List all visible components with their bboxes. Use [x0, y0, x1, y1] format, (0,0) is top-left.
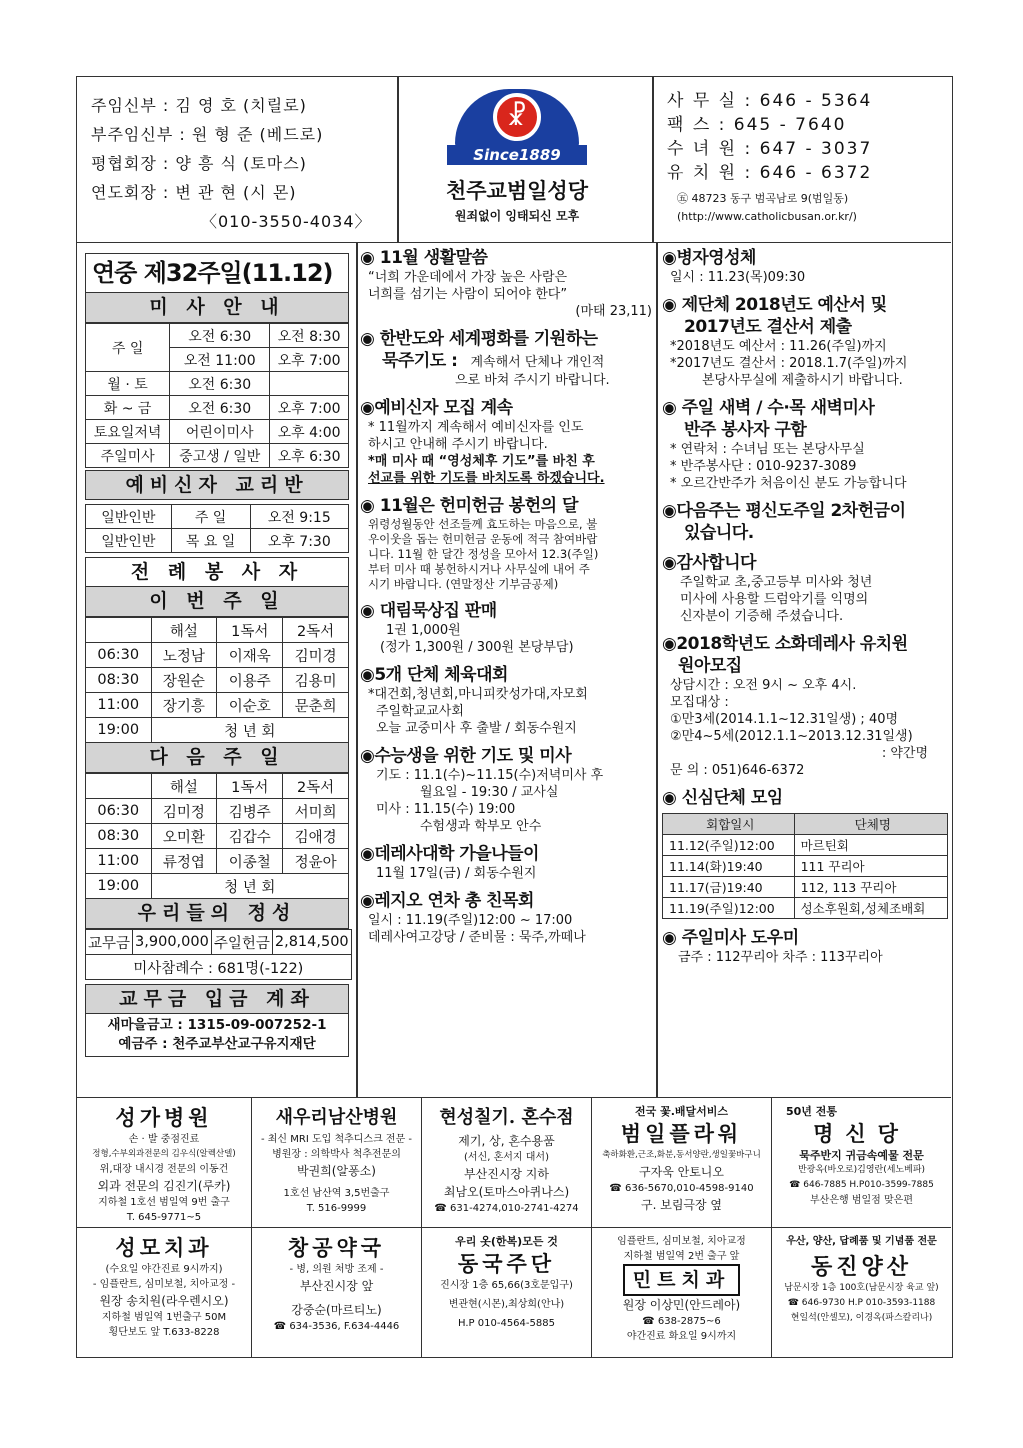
divider: [652, 77, 654, 243]
ad-saeuri-hospital: 새우리남산병원 - 최신 MRI 도입 척추디스크 전문 - 병원장 : 의학박사 척추전문의 박권희(알퐁소) 1호선 남산역 3,5번출구 T. 516-9999: [252, 1098, 422, 1228]
next-week-title: 다 음 주 일: [85, 743, 349, 773]
contact-row: 팩 스 : 645 - 7640: [667, 115, 847, 135]
ad-row: [77, 1228, 951, 1358]
church-logo-block: [417, 89, 617, 224]
mass-schedule-table: [85, 323, 349, 468]
contact-phone: 〈010-3550-4034〉: [201, 212, 372, 231]
church-logo: [447, 89, 587, 167]
table-row: 일반인반 목 요 일 오후 7:30: [86, 529, 349, 553]
table-row: 주 일 오전 6:30 오전 8:30: [86, 324, 349, 348]
ad-hyunsung-lacquer: 현성칠기. 혼수점 제기, 상, 혼수용품 (서신, 혼서지 대서) 부산진시장 지하 최남오(토마스아퀴나스) ☎ 631-4274,010-2741-4274: [422, 1098, 592, 1228]
notice-rice-offering: ◉ 11월은 헌미헌금 봉헌의 달 위령성월동안 선조들께 효도하는 마음으로, 불 우이웃을 돕는 헌미헌금 운동에 적극 참여바랍 니다. 11월 한 달간 정성을 모아서 12.3(주일) 부터 미사 때 봉헌하시거나 사무실에 내어 주 시기 바랍니다. (연말정산 기부금공제): [360, 496, 599, 591]
notice-exam-prayer: ◉수능생을 위한 기도 및 미사 기도 : 11.1(수)~11.15(수)저녁미사 후 월요일 - 19:30 / 교사실 미사 : 11.15(수) 19:00 수험생과 학부모 안수: [360, 746, 604, 834]
header: [77, 77, 951, 243]
notice-sports-day: ◉5개 단체 체육대회 *대건회,청년회,마니피캇성가대,자모회 주일학교교사회 오늘 교중미사 후 출발 / 회동수원지: [360, 665, 588, 736]
divider: [656, 243, 658, 1097]
table-row: 해설 1독서 2독서: [86, 774, 349, 799]
bulletin-frame: [76, 76, 953, 1358]
table-row: 월 · 토 오전 6:30: [86, 372, 349, 396]
left-column: [85, 253, 349, 1057]
ad-row: [77, 1098, 951, 1228]
chi-rho-icon: ☧: [493, 93, 541, 141]
divider: [356, 243, 358, 1097]
clergy-row: 평협회장 : 양 흥 식 (토마스): [91, 154, 307, 173]
notice-organist-wanted: ◉ 주일 새벽 / 수·목 새벽미사 반주 봉사자 구함 * 연락처 : 수녀님 또는 본당사무실 * 반주봉사단 : 010-9237-3089 * 오르간반주가 처음이신 분도 가능합니다: [662, 398, 907, 491]
table-row: 11:00 장기흥 이순호 문춘희: [86, 693, 349, 718]
table-row: 화 ~ 금 오전 6:30 오후 7:00: [86, 396, 349, 420]
this-week-title: 이 번 주 일: [85, 587, 349, 617]
table-row: 11.12(주일)12:00 마르틴회: [663, 835, 948, 856]
ad-dongjin-umbrella: 우산, 양산, 답례품 및 기념품 전문 동진양산 남문시장 1층 100호(남문시장 육교 앞) ☎ 646-9730 H.P 010-3593-1188 현일석(안셀모), 이경옥(파스칼리나): [784, 1236, 939, 1323]
address: ㊄ 48723 동구 범곡남로 9(범일동): [677, 192, 849, 205]
ad-myungsin-jewelry: 50년 전통 명신당 묵주반지 귀금속예물 전문 반광옥(바오로)김영란(세노베파) ☎ 646-7885 H.P010-3599-7885 부산은행 범일점 맞은편: [786, 1105, 934, 1206]
ad-changgong-pharmacy: 창공약국 - 병, 의원 처방 조제 - 부산진시장 앞 강중순(마르티노) ☎ 634-3536, F.634-4446: [252, 1228, 422, 1358]
table-row: 해설 1독서 2독서: [86, 618, 349, 643]
liturgy-title: 전 례 봉 사 자: [85, 557, 349, 587]
table-row: 19:00 청 년 회: [86, 718, 349, 743]
offering-title: 우리들의 정성: [85, 899, 349, 929]
church-name: 천주교범일성당: [445, 178, 588, 203]
table-row: 11.17(금)19:40 112, 113 꾸리아: [663, 877, 948, 898]
table-row: 11.14(화)19:40 111 꾸리아: [663, 856, 948, 877]
meetings-table: [662, 813, 948, 919]
website-link[interactable]: (http://www.catholicbusan.or.kr/): [677, 210, 857, 223]
mass-schedule-title: 미 사 안 내: [85, 293, 349, 323]
notice-budget-submission: ◉ 제단체 2018년도 예산서 및 2017년도 결산서 제출 *2018년도 예산서 : 11.26(주일)까지 *2017년도 결산서 : 2018.1.7(주일)까지 본당사무실에 제출하시기 바랍니다.: [662, 295, 908, 388]
table-row: 11.19(주일)12:00 성소후원회,성체조배회: [663, 898, 948, 919]
this-week-table: [85, 617, 349, 743]
contact-row: 사 무 실 : 646 - 5364: [667, 91, 873, 111]
clergy-row: 부주임신부 : 원 형 준 (베드로): [91, 125, 324, 144]
table-row: 06:30 노정남 이재욱 김미경: [86, 643, 349, 668]
middle-column: [360, 247, 652, 954]
church-motto: 원죄없이 잉태되신 모후: [454, 209, 580, 223]
clergy-row: 주임신부 : 김 영 호 (치릴로): [91, 96, 307, 115]
table-row: 06:30 김미정 김병주 서미희: [86, 799, 349, 824]
table-row: 일반인반 주 일 오전 9:15: [86, 505, 349, 529]
account-info: 새마을금고 : 1315-09-007252-1 예금주 : 천주교부산교구유지재단: [85, 1014, 349, 1057]
catechumen-title: 예비신자 교리반: [85, 470, 349, 500]
contact-row: 유 치 원 : 646 - 6372: [667, 163, 873, 183]
table-row: 19:00 청 년 회: [86, 874, 349, 899]
ad-beomil-flower: 전국 꽃.배달서비스 범일플라워 축하화환,근조,화분,동서양란,생일꽃바구니 구자욱 안토니오 ☎ 636-5670,010-4598-9140 구. 보림극장 옆: [592, 1098, 772, 1228]
table-row: 11:00 류정엽 이종철 정윤아: [86, 849, 349, 874]
table-row: 미사참례수 : 681명(-122): [86, 955, 352, 980]
table-header: 회합일시 단체명: [663, 814, 948, 835]
notice-rosary-peace: ◉ 한반도와 세계평화를 기원하는 묵주기도 : 계속해서 단체나 개인적 으로 바쳐 주시기 바랍니다.: [360, 329, 610, 388]
notice-teresa-outing: ◉데레사대학 가을나들이 11월 17일(금) / 회동수원지: [360, 844, 539, 881]
notice-legion-meeting: ◉레지오 연차 총 친목회 일시 : 11.19(주일)12:00 ~ 17:00 데레사여고강당 / 준비물 : 묵주,까떼나: [360, 891, 586, 945]
ad-mint-dental: 임플란트, 심미보철, 치아교정 지하철 범일역 2번 출구 앞 민트치과 원장 이상민(안드레아) ☎ 638-2875~6 야간진료 화요일 9시까지: [592, 1228, 772, 1358]
notice-sick-communion: ◉병자영성체 일시 : 11.23(목)09:30: [662, 248, 806, 285]
clergy-row: 연도회장 : 변 관 현 (시 몬): [91, 183, 297, 202]
sunday-title: 연중 제32주일(11.12): [85, 253, 349, 293]
ad-sungmo-dental: 성모치과 (수요일 야간진료 9시까지) - 임플란트, 심미보철, 치아교정 - 원장 송치원(라우렌시오) 지하철 범일역 1번출구 50M 횡단보도 앞 T.633-8228: [77, 1228, 252, 1358]
table-row: 토요일저녁 어린이미사 오후 4:00: [86, 420, 349, 444]
logo-since: Since1889: [447, 145, 587, 165]
notice-advent-book: ◉ 대림묵상집 판매 1권 1,000원 (정가 1,300원 / 300원 본당부담): [360, 601, 574, 655]
table-row: 주일미사 중고생 / 일반 오후 6:30: [86, 444, 349, 468]
notice-mass-helpers: ◉ 주일미사 도우미 금주 : 112꾸리아 차주 : 113꾸리아: [662, 928, 883, 965]
next-week-table: [85, 773, 349, 899]
notice-thanks: ◉감사합니다 주일학교 초,중고등부 미사와 청년 미사에 사용할 드럼악기를 익명의 신자분이 기증해 주셨습니다.: [662, 553, 873, 624]
offering-table: [85, 929, 352, 980]
contact-row: 수 녀 원 : 647 - 3037: [667, 139, 873, 159]
ad-dongguk-hanbok: 우리 옷(한복)모든 것 동국주단 진시장 1층 65,66(3호문입구) 변관현(시몬),최상희(안나) H.P 010-4564-5885: [422, 1228, 592, 1358]
notice-kindergarten: ◉2018학년도 소화데레사 유치원 원아모집 상담시간 : 오전 9시 ~ 오후 4시. 모집대상 : ①만3세(2014.1.1~12.31일생) ; 40명 ②만4~5세(2012.1.1~2013.12.31일생) : 약간명 문 의 : 051)646-6372: [662, 634, 928, 778]
table-row: 08:30 오미환 김갑수 김애경: [86, 824, 349, 849]
catechumen-table: [85, 504, 349, 553]
notice-laity-sunday: ◉다음주는 평신도주일 2차헌금이 있습니다.: [662, 501, 906, 543]
notice-catechumen-recruit: ◉예비신자 모집 계속 * 11월까지 계속해서 예비신자를 인도 하시고 안내해 주시기 바랍니다. *매 미사 때 “영성체후 기도”를 바친 후 선교를 위한 기도를 바치도록 하겠습니다.: [360, 398, 605, 486]
table-row: 오전 11:00 오후 7:00: [86, 348, 349, 372]
clergy-list: [91, 91, 391, 236]
notice-pious-groups: ◉ 신심단체 모임 회합일시 단체명 11.12(주일)12:00 마르틴회 11.14(화)19:40 111 꾸리아 11.17(금)19:40 112, 113 꾸리아 11.19(주일)12:00 성소후원회,성체조배회: [662, 787, 948, 919]
office-contacts: [667, 89, 957, 225]
right-column: [662, 247, 948, 974]
table-row: 08:30 장원순 이용주 김용미: [86, 668, 349, 693]
advertisements: [77, 1097, 951, 1357]
ad-sungga-hospital: 성가병원 손 · 발 중점진료 정형,수부외과전문의 김우식(알렉산델) 위,대장 내시경 전문의 이동건 외과 전문의 김진기(루카) 지하철 1호선 범일역 9번 출구 T. 645-9771~5: [77, 1098, 252, 1228]
table-row: 교무금 3,900,000 주일헌금 2,814,500: [86, 930, 352, 955]
account-title: 교무금 입금 계좌: [85, 984, 349, 1014]
notice-monthly-word: ◉ 11월 생활말씀 “너희 가운데에서 가장 높은 사람은 너희를 섬기는 사람이 되어야 한다” (마태 23,11): [360, 248, 652, 319]
divider: [397, 77, 399, 243]
